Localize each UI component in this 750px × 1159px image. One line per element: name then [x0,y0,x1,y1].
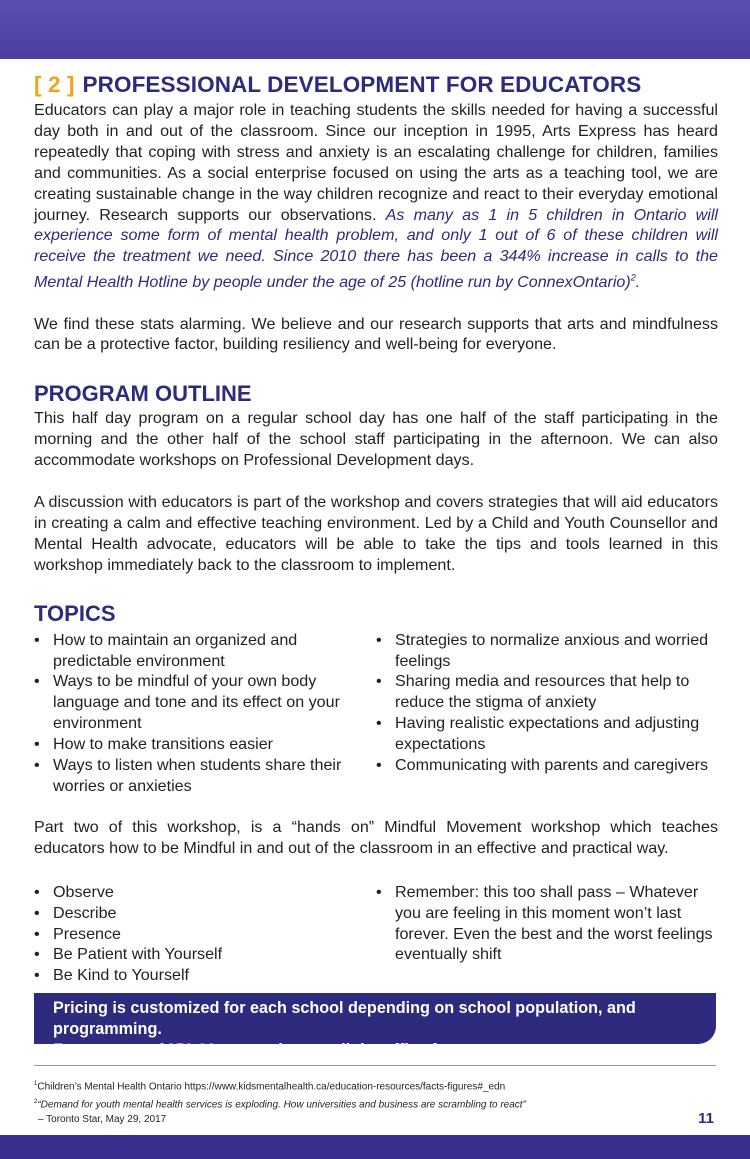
mindful-lists [34,882,718,987]
section-number: [ 2 ] [34,72,75,97]
pricing-line-1: Pricing is customized for each school depending on school population, and programming. [53,999,636,1038]
topics-heading: TOPICS [34,600,116,626]
intro-emphasis-body: As many as 1 in 5 children in Ontario will experience some form of mental health problem, and only 1 out of 6 of these children will receive the treatment we need. Since 2010 there has been a 344% increase in calls to the Mental Health Hotline by people under the age of 25 (hotline run by ConnexOntario) [34,205,718,291]
list-item: • Be Kind to Yourself [34,965,376,986]
intro-plain-text: Educators can play a major role in teaching students the skills needed for having a successful day both in and out of the classroom. Since our inception in 1995, Arts Express has heard repeatedly that coping with stress and anxiety is an escalating challenge for children, families and communities. As a social enterprise focused on using the arts as a teaching tool, we are creating sustainable change in the way children recognize and react to their everyday emotional journey. Research supports our observations. [34,101,718,224]
list-item: • Ways to listen when students share their worries or anxieties [34,755,376,797]
intro-emphasis-end: . [635,272,641,291]
footnote-1-text: Children’s Mental Health Ontario https://www.kidsmentalhealth.ca/education-resources/facts-figures#_edn [37,1081,506,1093]
footnote-2 [34,1095,654,1113]
footnote-ref-2: 2 [630,272,636,283]
footnote-2-source: – Toronto Star, May 29, 2017 [38,1113,167,1125]
mindful-left-column [34,882,376,987]
program-outline-para-1: This half day program on a regular school day has one half of the staff participating in the morning and the other half of the school staff participating in the afternoon. We can also accommodate workshops on Professional Development days. [34,409,718,470]
list-item: • Strategies to normalize anxious and worried feelings [376,630,718,672]
section-title-text: PROFESSIONAL DEVELOPMENT FOR EDUCATORS [82,72,642,97]
pricing-banner [34,993,716,1059]
footnotes [34,1077,654,1127]
footnote-1 [34,1077,654,1095]
list-item: • How to make transitions easier [34,734,376,755]
list-item: • Remember: this too shall pass – Whatever you are feeling in this moment won’t last forever. Even the best and the worst feelings eventually shift [376,882,718,966]
mindful-right-column [376,882,718,987]
page-number: 11 [698,1110,714,1127]
list-item: • Ways to be mindful of your own body language and tone and its effect on your environment [34,671,376,734]
list-item: • Describe [34,903,376,924]
footnote-2-text: “Demand for youth mental health services is exploding. How universities and business are scrambling to react” [37,1099,526,1111]
pricing-line-2 [53,1040,716,1063]
program-outline-heading: PROGRAM OUTLINE [34,381,252,407]
page-content [34,70,718,986]
topics-right-column [376,630,718,797]
top-color-band [0,0,750,59]
footnote-2-mark: 2 [34,1098,38,1105]
list-item: • Be Patient with Yourself [34,944,376,965]
list-item: • How to maintain an organized and predictable environment [34,630,376,672]
program-outline-para-2: A discussion with educators is part of the workshop and covers strategies that will aid educators in creating a calm and effective teaching environment. Led by a Child and Youth Counsellor and Mental Health advocate, educators will be able to take the tips and tools learned in this workshop immediately back to the classroom to implement. [34,493,718,574]
topics-left-column [34,630,376,797]
list-item: • Communicating with parents and caregivers [376,755,718,776]
bottom-color-band [0,1135,750,1159]
pricing-plus-hst: plus HST [220,1047,260,1057]
intro-paragraph [34,100,718,293]
list-item: • Having realistic expectations and adjusting expectations [376,713,718,755]
section-title [34,70,718,100]
list-item: • Observe [34,882,376,903]
pricing-line-2-end: , please call the office for a quote. [259,1041,520,1059]
footnote-1-mark: 1 [34,1081,38,1087]
part-two-paragraph: Part two of this workshop, is a “hands on” Mindful Movement workshop which teaches educators how to be Mindful in and out of the classroom in an effective and practical way. [34,817,718,857]
footnote-divider [34,1065,716,1066]
list-item: • Presence [34,924,376,945]
stats-paragraph: We find these stats alarming. We believe and our research supports that arts and mindfulness can be a protective factor, building resiliency and well-being for everyone. [34,314,718,354]
pricing-line-2-start: Fees, start at $650.00 [53,1041,221,1059]
list-item: • Sharing media and resources that help to reduce the stigma of anxiety [376,671,718,713]
topics-lists [34,630,718,797]
